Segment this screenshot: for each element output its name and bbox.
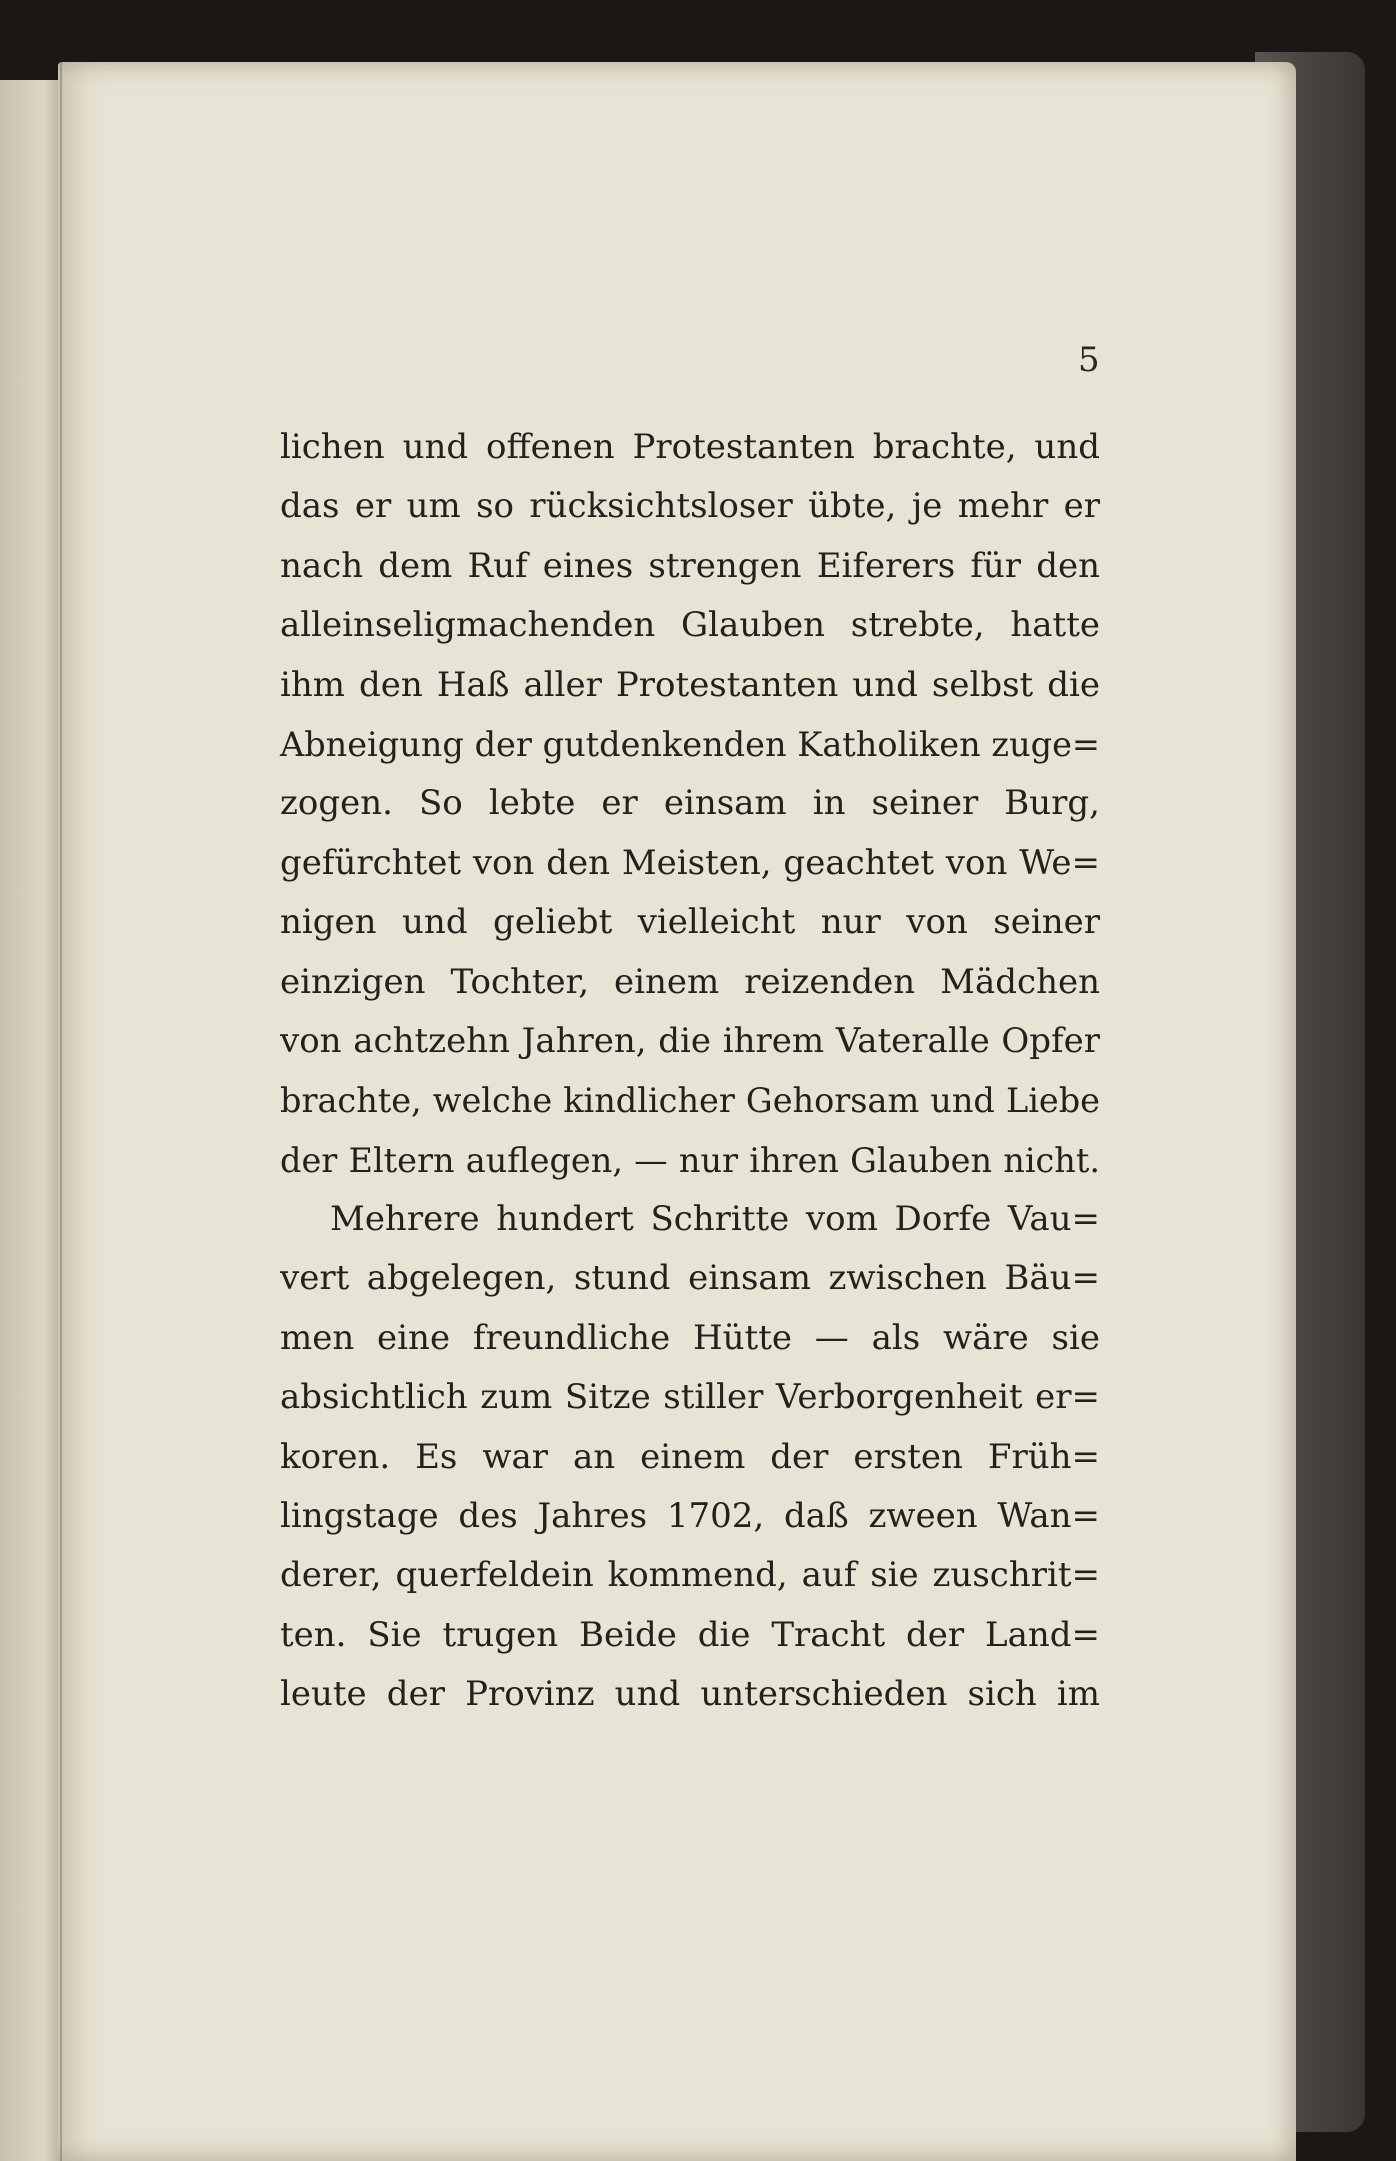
text-line: ihm den Haß aller Protestanten und selbst die bbox=[280, 664, 1100, 705]
text-line: zogen. So lebte er einsam in seiner Burg, bbox=[280, 783, 1100, 824]
text-line: brachte, welche kindlicher Gehorsam und Liebe bbox=[280, 1081, 1100, 1121]
text-line: vert abgelegen, stund einsam zwischen Bäu= bbox=[280, 1258, 1100, 1299]
text-line: der Eltern auflegen, — nur ihren Glauben nicht. bbox=[280, 1140, 1100, 1180]
page-text bbox=[280, 418, 1100, 1725]
paragraph-2 bbox=[280, 1190, 1100, 1725]
text-line: men eine freundliche Hütte — als wäre sie bbox=[280, 1317, 1100, 1358]
text-line: Mehrere hundert Schritte vom Dorfe Vau= bbox=[330, 1199, 1100, 1240]
paragraph-1 bbox=[280, 418, 1100, 1190]
text-line: derer, querfeldein kommend, auf sie zuschrit= bbox=[280, 1555, 1100, 1596]
text-line: koren. Es war an einem der ersten Früh= bbox=[280, 1436, 1100, 1477]
page-number: 5 bbox=[1078, 340, 1100, 380]
text-line: Abneigung der gutdenkenden Katholiken zuge= bbox=[280, 724, 1100, 764]
previous-page-edge bbox=[0, 80, 62, 2161]
text-line: ten. Sie trugen Beide die Tracht der Land= bbox=[280, 1614, 1100, 1655]
text-line: einzigen Tochter, einem reizenden Mädchen bbox=[280, 961, 1100, 1002]
text-line: leute der Provinz und unterschieden sich im bbox=[280, 1674, 1100, 1715]
text-line: gefürchtet von den Meisten, geachtet von We= bbox=[280, 842, 1100, 883]
text-line: nach dem Ruf eines strengen Eiferers für den bbox=[280, 545, 1100, 586]
text-line: lichen und offenen Protestanten brachte, und bbox=[280, 427, 1100, 467]
text-line: von achtzehn Jahren, die ihrem Vateralle Opfer bbox=[280, 1020, 1100, 1061]
text-line: alleinseligmachenden Glauben strebte, hatte bbox=[280, 605, 1100, 646]
text-line: nigen und geliebt vielleicht nur von seiner bbox=[280, 902, 1100, 943]
text-line: absichtlich zum Sitze stiller Verborgenheit er= bbox=[280, 1377, 1100, 1418]
text-line: lingstage des Jahres 1702, daß zween Wan= bbox=[280, 1496, 1100, 1537]
text-line: das er um so rücksichtsloser übte, je mehr er bbox=[280, 486, 1100, 527]
page-gutter bbox=[60, 62, 62, 2161]
